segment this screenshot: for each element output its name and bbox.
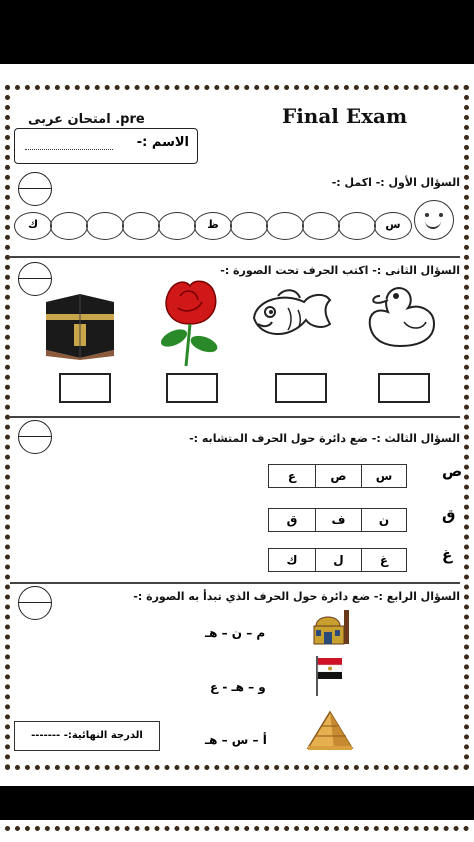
answer-box-fish[interactable] [275, 373, 327, 403]
final-grade-box: الدرجة النهائية:- ------- [14, 721, 160, 751]
caterpillar-segment [122, 212, 160, 240]
score-circle-q4 [18, 586, 52, 620]
letter-option[interactable]: ص [315, 464, 362, 488]
score-circle-q3 [18, 420, 52, 454]
kaaba-icon [40, 290, 120, 360]
target-letter: ص [442, 462, 463, 480]
letter-option[interactable]: ن [361, 508, 407, 532]
caterpillar-segment: س [374, 212, 412, 240]
duck-icon [360, 282, 440, 352]
exam-subtitle: امتحان عربى .pre [28, 112, 145, 127]
answer-option[interactable]: م – ن – هـ [205, 626, 266, 640]
letter-option[interactable]: ع [268, 464, 316, 488]
name-line [25, 149, 113, 150]
flag-icon [314, 654, 344, 698]
caterpillar-segment [230, 212, 268, 240]
section-divider [10, 416, 460, 418]
letter-option[interactable]: ل [315, 548, 362, 572]
smiley-icon [414, 200, 454, 240]
letter-option[interactable]: ف [315, 508, 362, 532]
question-3-label: السؤال الثالث :- ضع دائرة حول الحرف المتشابه :- [189, 432, 460, 445]
caterpillar-segment: ك [14, 212, 52, 240]
letter-option[interactable]: غ [361, 548, 407, 572]
next-page-edge [0, 820, 474, 842]
caterpillar-segment [158, 212, 196, 240]
caterpillar-segment [302, 212, 340, 240]
answer-box-rose[interactable] [166, 373, 218, 403]
caterpillar-segment [338, 212, 376, 240]
answer-box-duck[interactable] [378, 373, 430, 403]
letter-option[interactable]: ك [268, 548, 316, 572]
answer-option[interactable]: أ – س – هـ [205, 733, 267, 747]
caterpillar-segment [86, 212, 124, 240]
answer-box-kaaba[interactable] [59, 373, 111, 403]
answer-option[interactable]: و – هـ - ع [210, 680, 266, 694]
question-1-label: السؤال الأول :- اكمل :- [331, 176, 460, 189]
section-divider [10, 582, 460, 584]
name-field[interactable] [14, 128, 198, 164]
caterpillar-segment [266, 212, 304, 240]
section-divider [10, 256, 460, 258]
target-letter: غ [442, 546, 453, 564]
caterpillar-segment [50, 212, 88, 240]
target-letter: ق [442, 506, 456, 524]
exam-title: Final Exam [282, 104, 408, 128]
mosque-icon [310, 606, 352, 646]
score-circle-q1 [18, 172, 52, 206]
fish-icon [244, 284, 336, 350]
pyramid-icon [306, 710, 354, 752]
letter-option[interactable]: ق [268, 508, 316, 532]
question-2-label: السؤال الثانى :- اكتب الحرف تحت الصورة :- [220, 264, 460, 277]
name-label: الاسم :- [136, 135, 189, 150]
question-4-label: السؤال الرابع :- ضع دائرة حول الحرف الذي تبدأ به الصورة :- [133, 590, 460, 603]
letter-option[interactable]: س [361, 464, 407, 488]
rose-icon [150, 274, 230, 368]
caterpillar-segment: ظ [194, 212, 232, 240]
